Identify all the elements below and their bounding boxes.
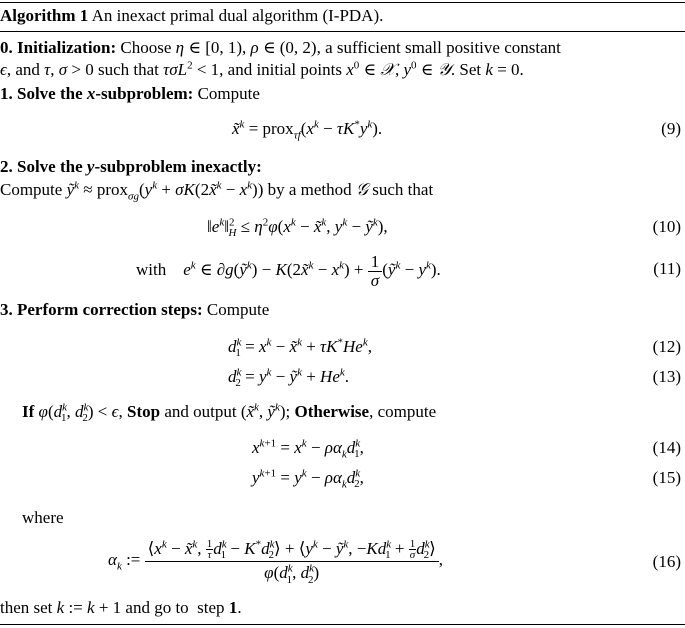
step3-text: Compute (206, 300, 270, 319)
otherwise-word: Otherwise (294, 402, 370, 421)
top-rule (0, 2, 685, 3)
step2-heading-line (0, 157, 262, 177)
step1-heading: 1. Solve the x-subproblem: (0, 84, 194, 103)
step0-line2: ϵ, and τ, σ > 0 such that τσL$^2$ < 1, and initial points $x^0$ ∈ 𝒳, $y^0$ ∈ 𝒴. Set k = 0. (0, 59, 524, 80)
equation-number-16: (16) (652, 552, 681, 571)
if-word: If (22, 402, 35, 421)
step0-line1: 0. Initialization: Choose η ∈ [0, 1), ρ ∈ (0, 2), a sufficient small positive constant (0, 38, 561, 57)
caption-rule (0, 31, 685, 32)
final-line: then set k := k + 1 and go to step 1. (0, 598, 242, 617)
algorithm-label: Algorithm 1 (0, 6, 89, 25)
equation-number-12: (12) (652, 337, 681, 356)
alpha-fraction: $⟨x^k$ − x̃$^k$, $\frac{1}{\tau}$ $d^k_1$ − $K^*d^k_2⟩$ + $⟨y^k$ − ỹ$^k$, $-Kd^k_1$ + $\frac{1}{\sigma}$ $d^k_2⟩$ $\varphi(d^k_1$, $d^k_2$) (145, 539, 439, 584)
equation-number-15: (15) (652, 468, 681, 487)
stop-condition-line: If $\varphi(d^k_1$, $d^k_2) < \epsilon$, Stop and output (x̃$^k$, ỹ$^k$); Otherwise, compute (22, 401, 437, 425)
equation-number-10: (10) (652, 217, 681, 236)
equation-number-11: (11) (653, 259, 681, 278)
equation-15: $y^{k+1} = y^k - \rho\alpha_kd^k_2$, (252, 467, 364, 491)
equation-number-9: (9) (661, 119, 681, 138)
algorithm-caption (0, 6, 383, 26)
step3-line (0, 300, 269, 320)
step0-heading: 0. Initialization: (0, 38, 117, 57)
with-word: with (136, 260, 167, 279)
step2-text: Compute ỹ$^k$ ≈ $prox_{\sigma g}(y^k$ + σK(2x̃$^k$ − $x^k$)) by a method 𝒢 such that (0, 179, 434, 203)
step1-text: Compute (197, 84, 260, 103)
step2-heading: 2. Solve the y-subproblem inexactly: (0, 157, 262, 176)
where-word: where (22, 508, 64, 527)
stop-word: Stop (127, 402, 161, 421)
step3-heading: 3. Perform correction steps: (0, 300, 203, 319)
equation-14: $x^{k+1} = x^k - \rho\alpha_kd^k_1$, (252, 437, 364, 461)
equation-number-13: (13) (652, 367, 681, 386)
fraction-1-over-sigma: $\frac{1}{\sigma}$ (368, 254, 383, 289)
equation-13: $d^k_2 = y^k$ − ỹ$^k$ + $He^k$. (228, 366, 350, 390)
equation-10: $‖e^k‖^2_H \le \eta^2\varphi(x^k$ − x̃$^k$, $y^k$ − ỹ$^k$), (207, 216, 388, 240)
equation-9: x̃$^k$ = $prox_{\tau f}(x^k - \tau K^*y^k)$. (232, 118, 383, 142)
step1-line (0, 84, 260, 104)
equation-number-14: (14) (652, 438, 681, 457)
algorithm-title: An inexact primal dual algorithm (I-PDA). (91, 6, 384, 25)
equation-11: with $e^k$ ∈ ∂g(ỹ$^k$) − K(2x̃$^k$ − $x^k$) + $\frac{1}{\sigma}$ (ỹ$^k$ − $y^k$). (136, 251, 441, 290)
equation-12: $d^k_1 = x^k$ − x̃$^k$ + $\tau K^*He^k$, (228, 336, 372, 360)
bottom-rule (0, 624, 685, 625)
equation-16: $\alpha_k$ := $⟨x^k$ − x̃$^k$, $\frac{1}{\tau}$ $d^k_1$ − $K^*d^k_2⟩$ + $⟨y^k$ − ỹ$^k$, $-Kd^k_1$ + $\frac{1}{\sigma}$ $d^k_2⟩$ $\varphi(d^k_1$, $d^k_2$) , (108, 538, 443, 586)
